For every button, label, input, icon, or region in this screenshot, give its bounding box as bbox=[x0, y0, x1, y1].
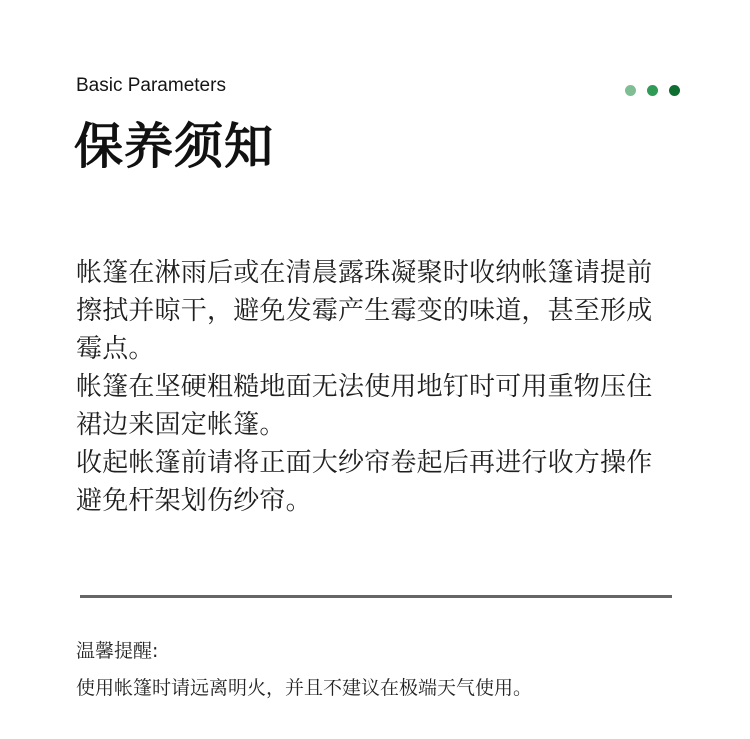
section-divider bbox=[80, 595, 672, 598]
paragraph-rain-care: 帐篷在淋雨后或在清晨露珠凝聚时收纳帐篷请提前擦拭并晾干，避免发霉产生霉变的味道，甚至形成霉点。 bbox=[76, 258, 653, 364]
paragraph-hard-ground: 帐篷在坚硬粗糙地面无法使用地钉时可用重物压住裙边来固定帐篷。 bbox=[76, 372, 653, 440]
dot-icon bbox=[625, 85, 636, 96]
section-subtitle: Basic Parameters bbox=[76, 75, 226, 96]
decorative-dots bbox=[625, 84, 681, 96]
dot-icon bbox=[647, 85, 658, 96]
tips-text: 使用帐篷时请远离明火，并且不建议在极端天气使用。 bbox=[76, 677, 533, 699]
care-content bbox=[76, 254, 676, 520]
paragraph-pack-up: 收起帐篷前请将正面大纱帘卷起后再进行收方操作避免杆架划伤纱帘。 bbox=[76, 448, 653, 516]
page-title: 保养须知 bbox=[74, 118, 275, 175]
tips-label: 温馨提醒: bbox=[76, 640, 159, 662]
dot-icon bbox=[669, 85, 680, 96]
